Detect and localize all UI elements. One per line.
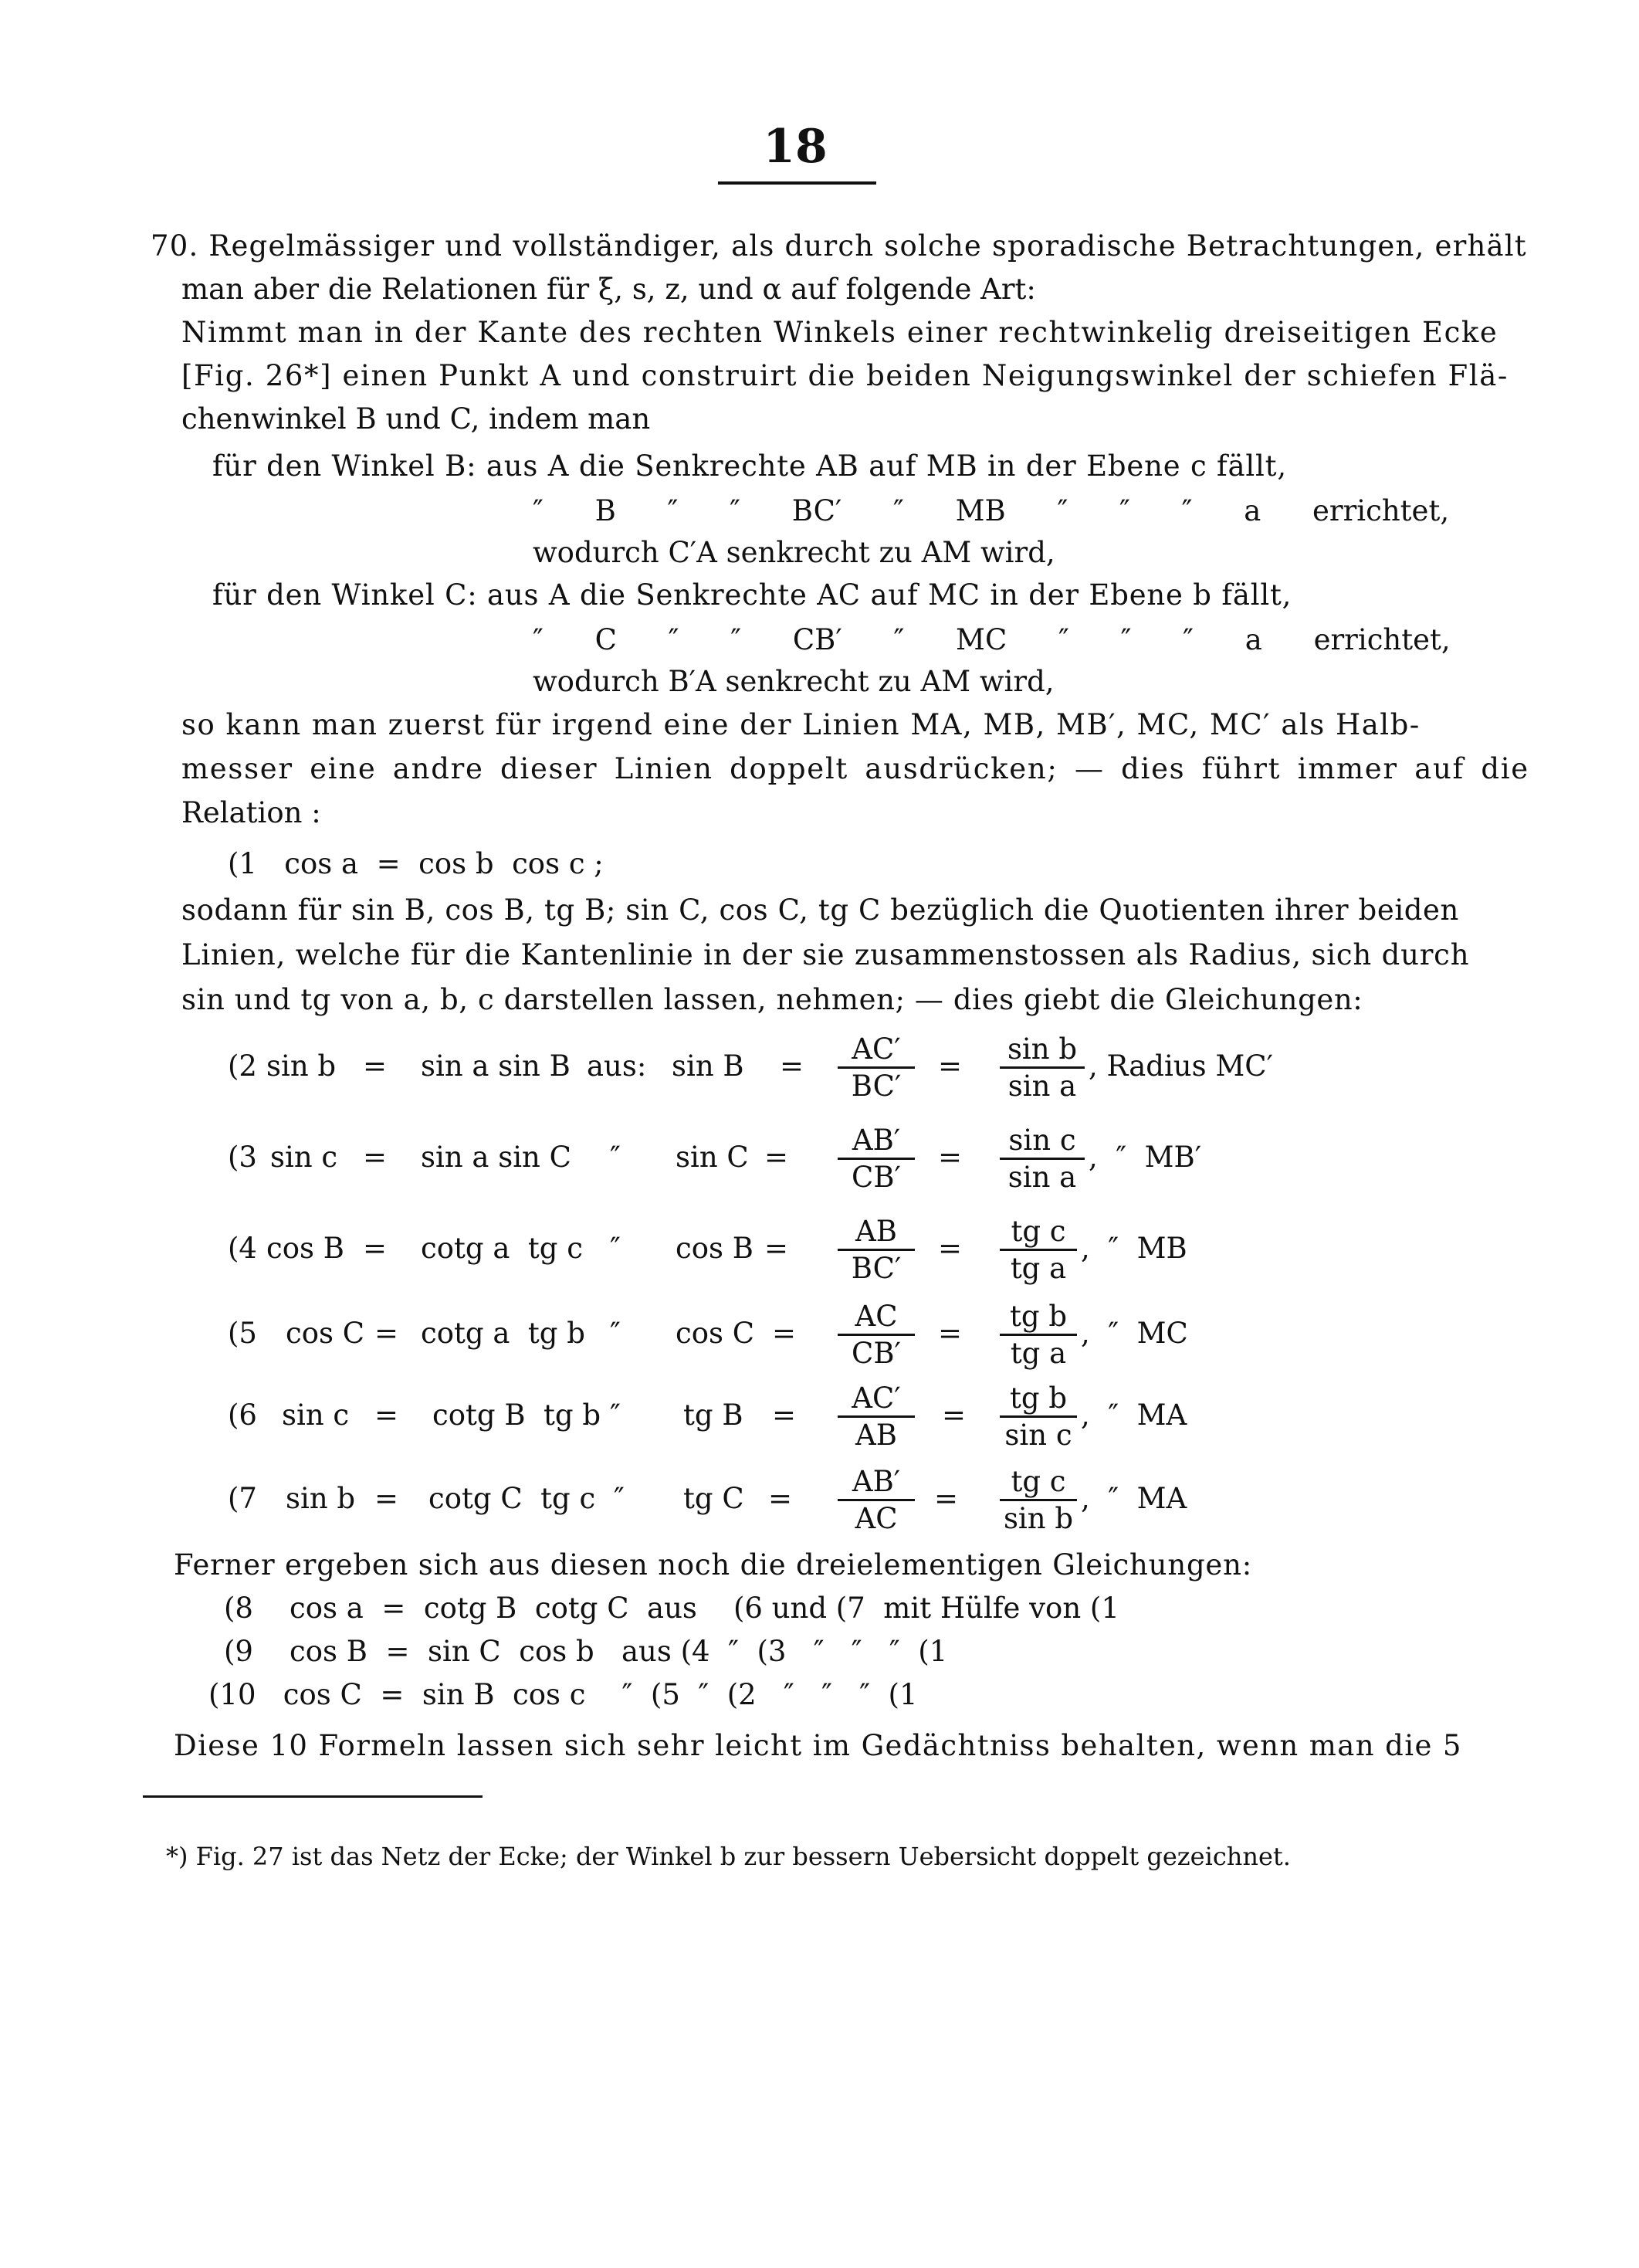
- eq-lhs: cos B: [266, 1232, 344, 1265]
- fraction-lines: $\frac{AB'}{AC}$: [838, 1467, 915, 1533]
- para-c-line-3: sin und tg von a, b, c darstellen lassen, nehmen; — dies giebt die Gleichungen:: [181, 983, 1363, 1016]
- last-paragraph-line: Diese 10 Formeln lassen sich sehr leicht im Gedächtniss behalten, wenn man die 5: [174, 1729, 1462, 1762]
- construction-line-6: wodurch B′A senkrecht zu AM wird,: [533, 665, 1055, 698]
- eq-lhs: sin c: [270, 1141, 338, 1174]
- eq-rhs: cotg C tg c: [428, 1482, 596, 1515]
- eq-equals: =: [363, 1141, 388, 1174]
- fraction-lines: $\frac{AC'}{BC'}$: [838, 1035, 915, 1100]
- eq-connector: ″: [614, 1482, 625, 1515]
- fraction-trig: $\frac{\text{tg c}}{\text{tg a}}$: [1000, 1217, 1077, 1283]
- eq-function: sin B: [672, 1049, 744, 1083]
- eq-equals: =: [934, 1482, 959, 1515]
- eq-connector: aus:: [587, 1049, 647, 1083]
- equation-8: (8 cos a = cotg B cotg C aus (6 und (7 mit Hülfe von (1: [224, 1592, 1119, 1625]
- eq-equals: =: [938, 1049, 963, 1083]
- eq-equals: =: [780, 1049, 804, 1083]
- construction-line-2: ″ B ″ ″ BC′ ″ MB ″ ″ ″ a errichtet,: [533, 494, 1450, 527]
- eq-number: (7: [228, 1482, 257, 1515]
- para70-line-4: [Fig. 26*] einen Punkt A und construirt die beiden Neigungswinkel der schiefen Flä-: [181, 359, 1509, 392]
- eq-lhs: cos C: [286, 1317, 365, 1350]
- eq-function: tg C: [683, 1482, 744, 1515]
- eq-radius: , ″ MB′: [1089, 1141, 1202, 1174]
- eq-equals: =: [942, 1398, 967, 1432]
- construction-line-3: wodurch C′A senkrecht zu AM wird,: [533, 536, 1055, 569]
- eq-lhs: sin b: [266, 1049, 337, 1083]
- eq-equals: =: [363, 1232, 388, 1265]
- eq-number: (4: [228, 1232, 257, 1265]
- fraction-trig: $\frac{\text{tg c}}{\text{sin b}}$: [1000, 1467, 1077, 1533]
- construction-line-1: für den Winkel B: aus A die Senkrechte AB auf MB in der Ebene c fällt,: [212, 449, 1287, 483]
- eq-connector: ″: [610, 1141, 621, 1174]
- eq-equals: =: [768, 1482, 793, 1515]
- eq-function: tg B: [683, 1398, 743, 1432]
- eq-connector: ″: [610, 1232, 621, 1265]
- eq-radius: , ″ MC: [1081, 1317, 1188, 1350]
- eq-function: sin C: [676, 1141, 749, 1174]
- eq-equals: =: [374, 1398, 399, 1432]
- page-number-rule: [718, 181, 876, 185]
- eq-equals: =: [374, 1482, 399, 1515]
- page-number: 18: [763, 120, 828, 174]
- equation-1: (1 cos a = cos b cos c ;: [228, 847, 604, 880]
- eq-function: cos B: [676, 1232, 753, 1265]
- para70-line-5: chenwinkel B und C, indem man: [181, 402, 651, 436]
- para70-line-1: 70. Regelmässiger und vollständiger, als durch solche sporadische Betrachtungen, erhält: [151, 229, 1527, 263]
- ferner-line: Ferner ergeben sich aus diesen noch die dreielementigen Gleichungen:: [174, 1548, 1253, 1581]
- eq-lhs: sin b: [286, 1482, 356, 1515]
- eq-rhs: sin a sin C: [421, 1141, 571, 1174]
- para-c-line-1: sodann für sin B, cos B, tg B; sin C, cos C, tg C bezüglich die Quotienten ihrer beiden: [181, 893, 1459, 927]
- eq-number: (5: [228, 1317, 257, 1350]
- para70-line-2: man aber die Relationen für ξ, s, z, und α auf folgende Art:: [181, 273, 1036, 306]
- eq-equals: =: [764, 1141, 789, 1174]
- eq-equals: =: [938, 1232, 963, 1265]
- fraction-lines: $\frac{AB}{BC'}$: [838, 1217, 915, 1283]
- eq-rhs: cotg a tg b: [421, 1317, 585, 1350]
- eq-connector: ″: [610, 1317, 621, 1350]
- para-b-line-3: Relation :: [181, 796, 321, 829]
- eq-rhs: sin a sin B: [421, 1049, 571, 1083]
- eq-function: cos C: [676, 1317, 755, 1350]
- footnote-rule: [143, 1795, 483, 1798]
- fraction-lines: $\frac{AC'}{AB}$: [838, 1384, 915, 1449]
- para-c-line-2: Linien, welche für die Kantenlinie in der sie zusammenstossen als Radius, sich durch: [181, 938, 1470, 971]
- fraction-lines: $\frac{AC}{CB'}$: [838, 1302, 915, 1368]
- fraction-lines: $\frac{AB'}{CB'}$: [838, 1126, 915, 1192]
- footnote: *) Fig. 27 ist das Netz der Ecke; der Winkel b zur bessern Uebersicht doppelt gezeichnet.: [166, 1842, 1291, 1871]
- para-b-line-1: so kann man zuerst für irgend eine der Linien MA, MB, MB′, MC, MC′ als Halb-: [181, 708, 1421, 741]
- eq-number: (6: [228, 1398, 257, 1432]
- equation-9: (9 cos B = sin C cos b aus (4 ″ (3 ″ ″ ″ (1: [224, 1635, 948, 1668]
- para70-line-3: Nimmt man in der Kante des rechten Winkels einer rechtwinkelig dreiseitigen Ecke: [181, 316, 1498, 349]
- eq-radius: , Radius MC′: [1089, 1049, 1273, 1083]
- eq-radius: , ″ MA: [1081, 1398, 1187, 1432]
- eq-equals: =: [374, 1317, 399, 1350]
- eq-rhs: cotg a tg c: [421, 1232, 583, 1265]
- eq-lhs: sin c: [282, 1398, 350, 1432]
- eq-connector: ″: [610, 1398, 621, 1432]
- eq-equals: =: [938, 1141, 963, 1174]
- construction-line-4: für den Winkel C: aus A die Senkrechte AC auf MC in der Ebene b fällt,: [212, 578, 1292, 612]
- eq-radius: , ″ MB: [1081, 1232, 1187, 1265]
- fraction-trig: $\frac{\text{sin c}}{\text{sin a}}$: [1000, 1126, 1085, 1192]
- eq-radius: , ″ MA: [1081, 1482, 1187, 1515]
- equation-10: (10 cos C = sin B cos c ″ (5 ″ (2 ″ ″ ″ (1: [208, 1678, 918, 1711]
- eq-number: (2: [228, 1049, 257, 1083]
- eq-rhs: cotg B tg b: [432, 1398, 601, 1432]
- eq-equals: =: [772, 1398, 797, 1432]
- fraction-trig: $\frac{\text{sin b}}{\text{sin a}}$: [1000, 1035, 1085, 1100]
- fraction-trig: $\frac{\text{tg b}}{\text{tg a}}$: [1000, 1302, 1077, 1368]
- eq-equals: =: [938, 1317, 963, 1350]
- para-b-line-2: messer eine andre dieser Linien doppelt ausdrücken; — dies führt immer auf die: [181, 752, 1529, 785]
- eq-number: (3: [228, 1141, 257, 1174]
- eq-equals: =: [764, 1232, 789, 1265]
- eq-equals: =: [363, 1049, 388, 1083]
- eq-equals: =: [772, 1317, 797, 1350]
- construction-line-5: ″ C ″ ″ CB′ ″ MC ″ ″ ″ a errichtet,: [533, 623, 1451, 656]
- fraction-trig: $\frac{\text{tg b}}{\text{sin c}}$: [1000, 1384, 1077, 1449]
